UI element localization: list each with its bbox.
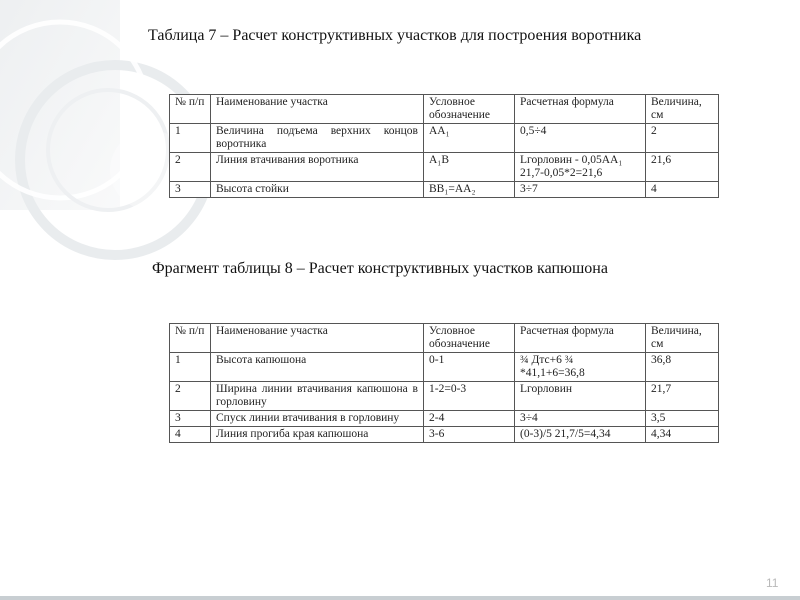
footer-divider	[0, 596, 800, 600]
table-row	[170, 353, 719, 382]
page-number: 11	[766, 576, 779, 590]
table-cell: 3÷4	[515, 411, 646, 427]
table-cell: Ширина линии втачивания капюшона в горловину	[211, 382, 424, 411]
table-row	[170, 427, 719, 443]
table-cell: ¾ Дтс+6 ¾ *41,1+6=36,8	[515, 353, 646, 382]
table-cell: (0-3)/5 21,7/5=4,34	[515, 427, 646, 443]
table-cell: 0-1	[424, 353, 515, 382]
table-cell: 2	[170, 153, 211, 182]
table-cell: 4	[170, 427, 211, 443]
table-row	[170, 411, 719, 427]
table-cell: 2-4	[424, 411, 515, 427]
table-cell: Высота капюшона	[211, 353, 424, 382]
table-header-row	[170, 95, 719, 124]
header-cell: Расчетная формула	[515, 95, 646, 124]
header-cell: Величина, см	[646, 95, 719, 124]
table-cell: 1	[170, 353, 211, 382]
header-cell: Условное обозначение	[424, 324, 515, 353]
table-cell: 21,7	[646, 382, 719, 411]
header-cell: Расчетная формула	[515, 324, 646, 353]
table-cell: 2	[646, 124, 719, 153]
table8-title: Фрагмент таблицы 8 – Расчет конструктивных участков капюшона	[152, 260, 608, 277]
table-cell: Спуск линии втачивания в горловину	[211, 411, 424, 427]
table-cell: Линия прогиба края капюшона	[211, 427, 424, 443]
table-cell: 36,8	[646, 353, 719, 382]
table-cell: 0,5÷4	[515, 124, 646, 153]
header-cell: Величина, см	[646, 324, 719, 353]
table-cell: Lгорловин - 0,05АА₁ 21,7-0,05*2=21,6	[515, 153, 646, 182]
table-cell: Lгорловин	[515, 382, 646, 411]
table-cell: АА₁	[424, 124, 515, 153]
header-cell: Наименование участка	[211, 324, 424, 353]
header-cell: № п/п	[170, 95, 211, 124]
table-cell: Высота стойки	[211, 182, 424, 198]
header-cell: Наименование участка	[211, 95, 424, 124]
table-cell: 3	[170, 182, 211, 198]
table-header-row	[170, 324, 719, 353]
table-cell: 3-6	[424, 427, 515, 443]
table-row	[170, 382, 719, 411]
table-cell: Линия втачивания воротника	[211, 153, 424, 182]
collar-calculation-table	[169, 94, 719, 198]
table-row	[170, 153, 719, 182]
table-cell: 4,34	[646, 427, 719, 443]
table-cell: 21,6	[646, 153, 719, 182]
table-cell: 2	[170, 382, 211, 411]
table-cell: ВВ₁=АА₂	[424, 182, 515, 198]
table7-title: Таблица 7 – Расчет конструктивных участков для построения воротника	[148, 27, 642, 44]
table-row	[170, 124, 719, 153]
header-cell: № п/п	[170, 324, 211, 353]
table-cell: 3÷7	[515, 182, 646, 198]
table-cell: 1	[170, 124, 211, 153]
table-cell: А₁В	[424, 153, 515, 182]
hood-calculation-table	[169, 323, 719, 443]
header-cell: Условное обозначение	[424, 95, 515, 124]
table-cell: 3	[170, 411, 211, 427]
table-row	[170, 182, 719, 198]
table-cell: 1-2=0-3	[424, 382, 515, 411]
table-cell: 3,5	[646, 411, 719, 427]
table-cell: 4	[646, 182, 719, 198]
table-cell: Величина подъема верхних концов воротника	[211, 124, 424, 153]
